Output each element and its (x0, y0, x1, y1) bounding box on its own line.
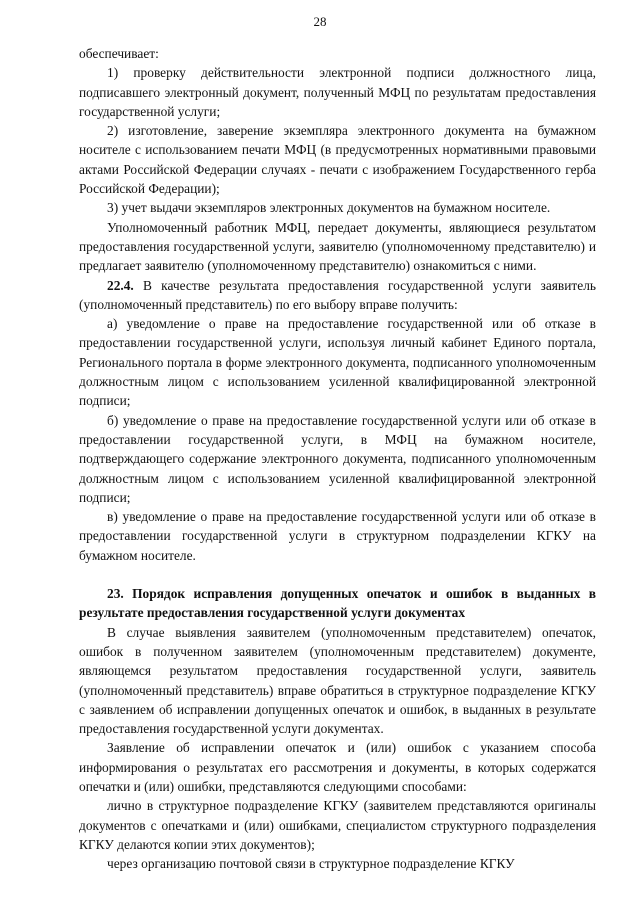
list-item-2: 2) изготовление, заверение экземпляра электронного документа на бумажном носителе с использованием печати МФЦ (в предусмотренных нормативными правовыми актами Российской Федерации случаях - печати с изображением Государственного герба Российской Федерации); (79, 123, 596, 197)
list-item-1: 1) проверку действительности электронной подписи должностного лица, подписавшего электронный документ, полученный МФЦ по результатам предоставления государственной услуги; (79, 65, 596, 119)
section-23-paragraph-3: лично в структурное подразделение КГКУ (заявителем представляются оригиналы документов с опечатками и (или) ошибками, специалистом структурного подразделения КГКУ делаются копии этих документов); (79, 798, 596, 852)
intro-line: обеспечивает: (79, 46, 159, 61)
section-gap (79, 565, 596, 584)
section-23-paragraph-2: Заявление об исправлении опечаток и (или) ошибок с указанием способа информирования о результатах его рассмотрения и документы, в которых содержатся опечатки и (или) ошибки, представляются следующими способами: (79, 740, 596, 794)
section-23-heading: 23. Порядок исправления допущенных опечаток и ошибок в выданных в результате предоставления государственной услуги документах (79, 586, 596, 621)
section-23-paragraph-4: через организацию почтовой связи в структурное подразделение КГКУ (107, 856, 515, 872)
page-content (79, 44, 596, 873)
authorized-worker-paragraph: Уполномоченный работник МФЦ, передает документы, являющиеся результатом предоставления государственной услуги, заявителю (уполномоченному представителю) и предлагает заявителю (уполномоченному представителю) ознакомиться с ними. (79, 219, 596, 274)
clause-number: 22.4. (107, 277, 134, 293)
option-c: в) уведомление о праве на предоставление государственной услуги или об отказе в предоставлении государственной услуги в структурном подразделении КГКУ на бумажном носителе. (79, 509, 596, 563)
clause-22-4 (79, 276, 596, 315)
section-23-paragraph-1: В случае выявления заявителем (уполномоченным представителем) опечаток, ошибок в полученном заявителем (уполномоченным представителем) документе, являющемся результатом предоставления государственной услуги, заявитель (уполномоченный представитель) вправе обратиться в структурное подразделение КГКУ с заявлением об исправлении допущенных опечаток и ошибок, в выданных в результате предоставления государственной услуги документах. (79, 624, 596, 737)
option-a: а) уведомление о праве на предоставление государственной или об отказе в предоставлении государственной услуги, используя личный кабинет Единого портала, Регионального портала в форме электронного документа, подписанного уполномоченным должностным лицом с использованием усиленной квалифицированной электронной подписи; (79, 316, 596, 409)
page-number: 28 (313, 14, 327, 29)
option-b: б) уведомление о праве на предоставление государственной услуги или об отказе в предоставлении государственной услуги, в МФЦ на бумажном носителе, подтверждающего содержание электронного документа, подписанного уполномоченным должностным лицом с использованием усиленной квалифицированной электронной подписи; (79, 412, 596, 505)
list-item-3: 3) учет выдачи экземпляров электронных документов на бумажном носителе. (107, 200, 551, 216)
clause-text: В качестве результата предоставления государственной услуги заявитель (уполномоченный представитель) по его выбору вправе получить: (79, 277, 596, 312)
